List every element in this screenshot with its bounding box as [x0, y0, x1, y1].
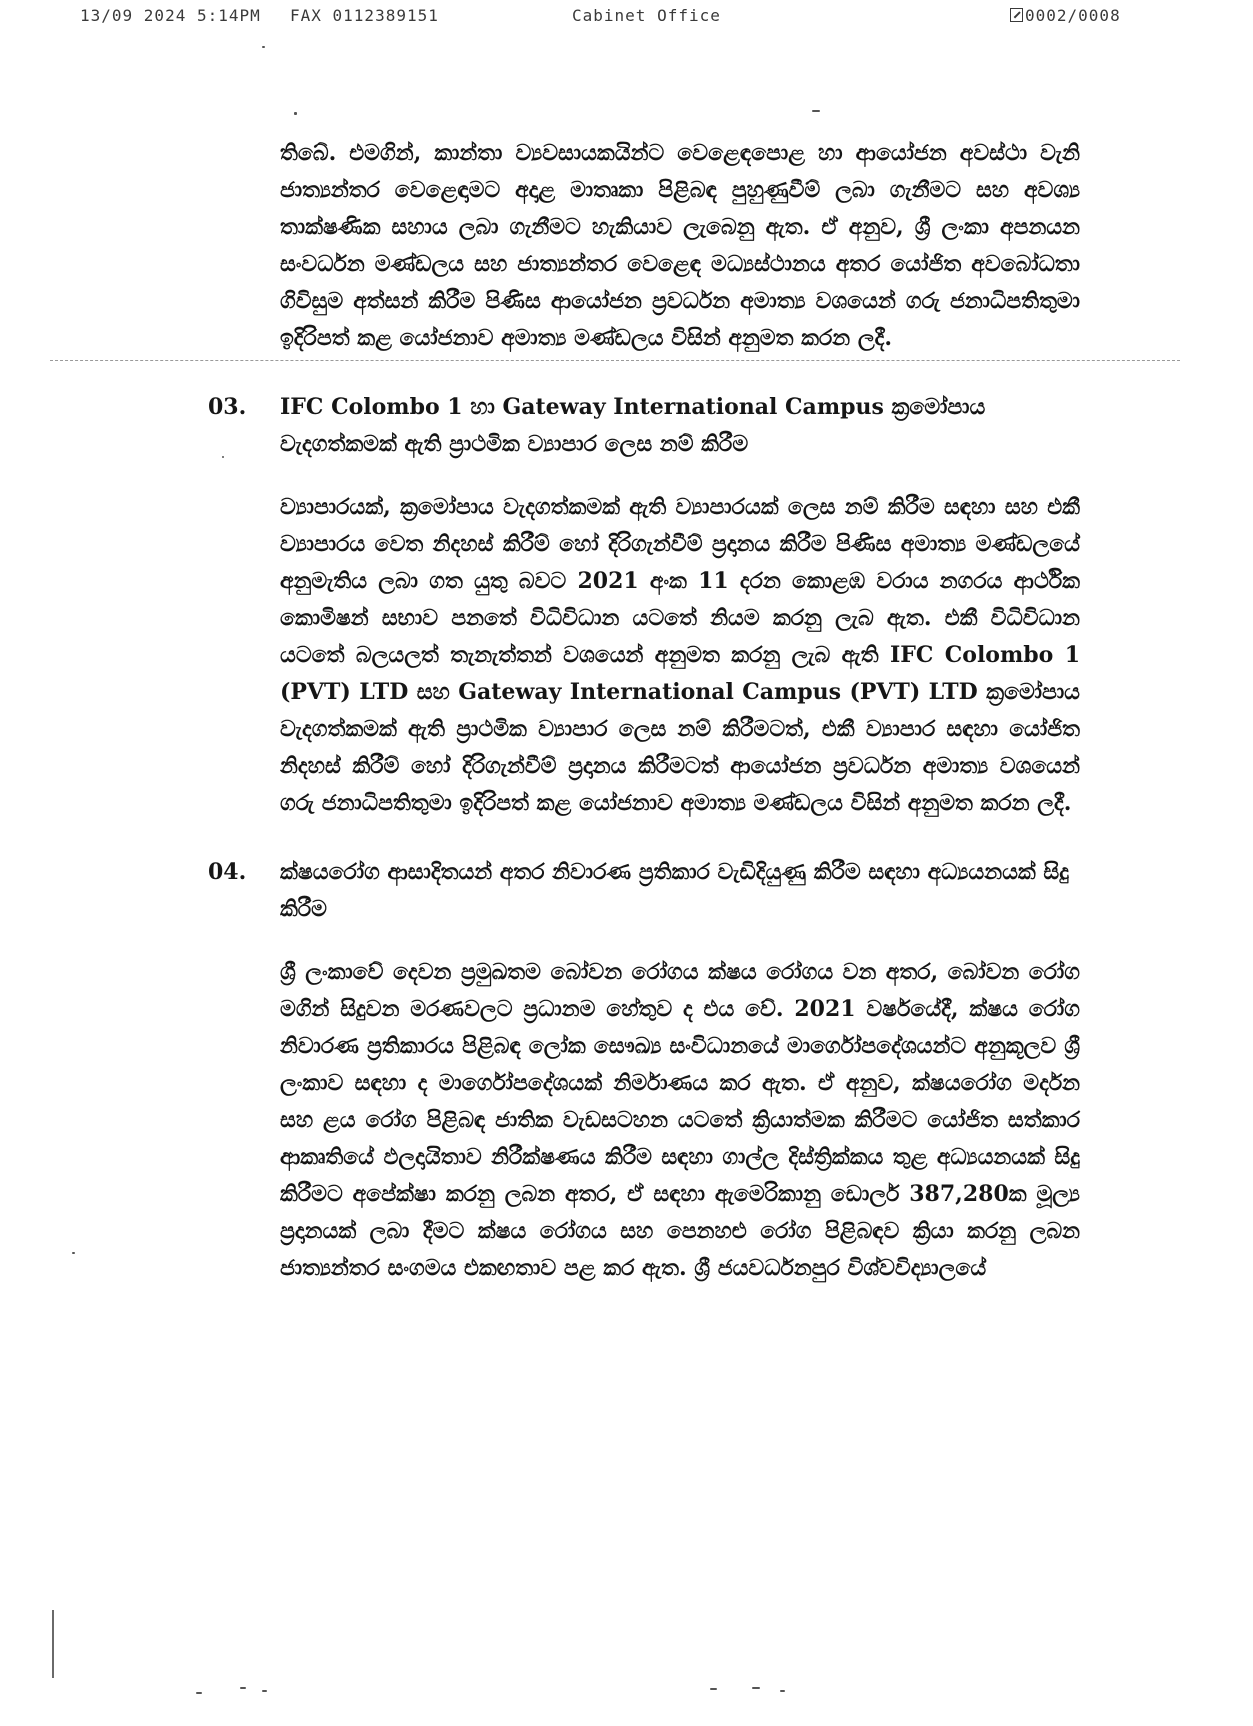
- fax-sender-office: Cabinet Office: [572, 6, 721, 25]
- checkbox-mark-icon: [1010, 8, 1023, 22]
- section-number: 03.: [208, 394, 247, 420]
- continued-paragraph: තිබේ. එමගින්, කාන්තා ව්‍යවසායකයින්ට වෙළෙඳපොළ හා ආයෝජන අවස්ථා වැනි ජාත්‍යන්තර වෙළෙඳාමට අදාළ මාතෘකා පිළිබඳ පුහුණුවීම් ලබා ගැනීමට සහ අවශ්‍ය තාක්ෂණික සහාය ලබා ගැනීමට හැකියාව ලැබෙනු ඇත. ඒ අනුව, ශ්‍රී ලංකා අපනයන සංවර්ධන මණ්ඩලය සහ ජාත්‍යන්තර වෙළෙඳ මධ්‍යස්ථානය අතර යෝජිත අවබෝධතා ගිවිසුම අත්සන් කිරීම පිණිස ආයෝජන ප්‍රවර්ධන අමාත්‍ය වශයෙන් ගරු ජනාධිපතිතුමා ඉදිරිපත් කළ යෝජනාව අමාත්‍ය මණ්ඩලය විසින් අනුමත කරන ලදී.: [280, 140, 1080, 351]
- document-body: [0, 135, 1253, 1287]
- fax-page-counter: [1010, 6, 1121, 25]
- section-number: 04.: [208, 859, 247, 885]
- page-edge-mark: [52, 1610, 54, 1678]
- fax-date: 13/09 2024 5:14PM: [80, 6, 261, 25]
- scan-speck: [196, 1692, 202, 1694]
- scan-speck: [780, 1690, 785, 1692]
- section-body: ව්‍යාපාරයක්, ක්‍රමෝපාය වැදගත්කමක් ඇති ව්‍යාපාරයක් ලෙස නම් කිරීම සඳහා සහ එකී ව්‍යාපාරය වෙත නිදහස් කිරීම් හෝ දිරිගැන්වීම් ප්‍රදානය කිරීම පිණිස අමාත්‍ය මණ්ඩලයේ අනුමැතිය ලබා ගත යුතු බවට 2021 අංක 11 දරන කොළඹ වරාය නගරය ආර්ථික කොමිෂන් සභාව පනතේ විධිවිධාන යටතේ නියම කරනු ලැබ ඇත. එකී විධිවිධාන යටතේ බලයලත් තැනැත්තන් වශයෙන් අනුමත කරනු ලැබ ඇති IFC Colombo 1 (PVT) LTD සහ Gateway International Campus (PVT) LTD ක්‍රමෝපාය වැදගත්කමක් ඇති ප්‍රාථමික ව්‍යාපාර ලෙස නම් කිරීමටත්, එකී ව්‍යාපාර සඳහා යෝජිත නිදහස් කිරීම් හෝ දිරිගැන්වීම් ප්‍රදානය කිරීමටත් ආයෝජන ප්‍රවර්ධන අමාත්‍ය වශයෙන් ගරු ජනාධිපතිතුමා ඉදිරිපත් කළ යෝජනාව අමාත්‍ය මණ්ඩලය විසින් අනුමත කරන ලදී.: [280, 494, 1080, 816]
- scan-speck: [262, 46, 265, 48]
- section-title: ක්ෂයරෝග ආසාදිතයන් අතර නිවාරණ ප්‍රතිකාර වැඩිදියුණු කිරීම සඳහා අධ්‍යයනයක් සිදු කිරීම: [280, 859, 1070, 922]
- section-03: [0, 389, 1253, 822]
- section-04: [0, 854, 1253, 1287]
- fax-page-number: 0002/0008: [1025, 6, 1121, 25]
- fax-number: FAX 0112389151: [290, 6, 439, 25]
- scan-speck: [752, 1687, 760, 1689]
- fax-header: [0, 4, 1253, 30]
- scan-speck: [710, 1688, 717, 1690]
- section-title: IFC Colombo 1 හා Gateway International Campus ක්‍රමෝපාය වැදගත්කමක් ඇති ප්‍රාථමික ව්‍යාපාර ලෙස නම් කිරීම: [280, 394, 986, 457]
- scan-speck: [294, 112, 297, 115]
- section-body: ශ්‍රී ලංකාවේ දෙවන ප්‍රමුඛතම බෝවන රෝගය ක්ෂය රෝගය වන අතර, බෝවන රෝග මගින් සිදුවන මරණවලට ප්‍රධානම හේතුව ද එය වේ. 2021 වර්ෂයේදී, ක්ෂය රෝග නිවාරණ ප්‍රතිකාරය පිළිබඳ ලෝක සෞඛ්‍ය සංවිධානයේ මාර්ගෝපදේශයන්ට අනුකූලව ශ්‍රී ලංකාව සඳහා ද මාර්ගෝපදේශයක් නිර්මාණය කර ඇත. ඒ අනුව, ක්ෂයරෝග මර්දන සහ ළය රෝග පිළිබඳ ජාතික වැඩසටහන යටතේ ක්‍රියාත්මක කිරීමට යෝජිත සත්කාර ආකෘතියේ ඵලදායිතාව නිරීක්ෂණය කිරීම සඳහා ගාල්ල දිස්ත්‍රික්කය තුළ අධ්‍යයනයක් සිදු කිරීමට අපේක්ෂා කරනු ලබන අතර, ඒ සඳහා ඇමෙරිකානු ඩොලර් 387,280ක මූල්‍ය ප්‍රදානයක් ලබා දීමට ක්ෂය රෝගය සහ පෙනහළු රෝග පිළිබඳව ක්‍රියා කරනු ලබන ජාත්‍යන්තර සංගමය එකඟතාව පළ කර ඇත. ශ්‍රී ජයවර්ධනපුර විශ්වවිද්‍යාලයේ: [280, 959, 1080, 1281]
- scan-speck: [262, 1690, 267, 1692]
- scan-speck: [240, 1687, 246, 1689]
- scan-speck: [812, 110, 820, 112]
